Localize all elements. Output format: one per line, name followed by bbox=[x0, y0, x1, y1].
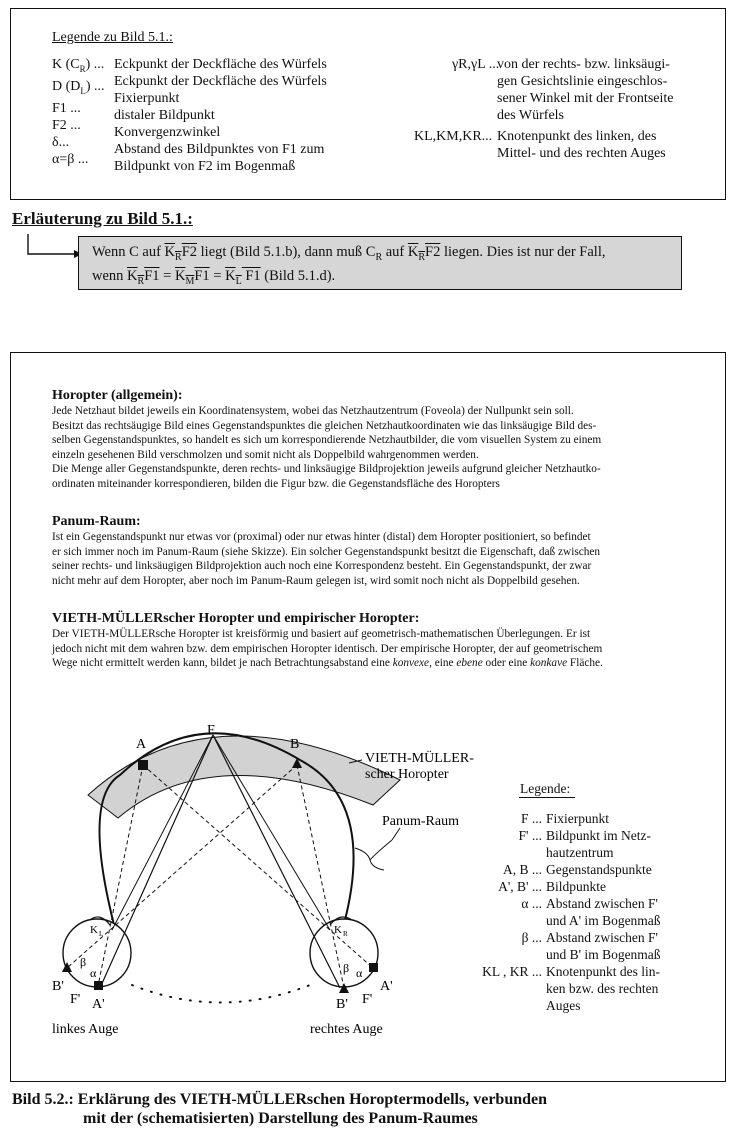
explanation-line-1: Wenn C auf $K_RF2$ liegt (Bild 5.1.b), dann muß $C_R$ auf $K_RF2$ liegen. Dies ist nur der Fall, bbox=[92, 244, 606, 263]
label-F-prime-right: F' bbox=[362, 992, 373, 1007]
label-B: B bbox=[290, 737, 300, 752]
label-A-prime-right: A' bbox=[380, 979, 393, 994]
section-heading: Horopter (allgemein): bbox=[52, 388, 183, 403]
label-A: A bbox=[136, 737, 147, 752]
legend2-row: F ... Fixierpunkt bbox=[520, 811, 609, 826]
legend2-row: A, B ... Gegenstandspunkte bbox=[502, 862, 652, 877]
label-KL-sub: L bbox=[99, 930, 104, 938]
legend2-title: Legende: bbox=[520, 781, 571, 796]
section-body: Der VIETH-MÜLLERsche Horopter ist kreisförmig und basiert auf geometrisch-mathematischen Überlegungen. Er ist jedoch nicht mit dem wahren bzw. dem empirischen Horopter identisch. Der empirische Horopter, der auf geometrischem Wege nicht ermittelt werden kann, bildet je nach Betrachtungsabstand eine konvexe, eine ebene oder eine konkave Fläche. bbox=[52, 628, 603, 669]
legend2-row: KL , KR ... Knotenpunkt des lin- ken bzw. des rechten Auges bbox=[482, 964, 660, 1013]
point-A bbox=[138, 760, 148, 770]
legend-left-values: Eckpunkt der Deckfläche des Würfels Eckpunkt der Deckfläche des Würfels Fixierpunkt distaler Bildpunkt Konvergenzwinkel Abstand des Bildpunktes von F1 zum Bildpunkt von F2 im Bogenmaß bbox=[114, 57, 327, 174]
label-B-prime-right: B' bbox=[336, 997, 348, 1012]
label-alpha-right: α bbox=[356, 966, 363, 980]
legend2-row: A', B' ... Bildpunkte bbox=[498, 879, 606, 894]
horopter-label-1: VIETH-MÜLLER- bbox=[365, 751, 474, 766]
section-heading: VIETH-MÜLLERscher Horopter und empirischer Horopter: bbox=[52, 611, 420, 626]
label-F-prime-left: F' bbox=[70, 992, 81, 1007]
panum-label: Panum-Raum bbox=[382, 814, 459, 829]
label-B-prime-left: B' bbox=[52, 979, 64, 994]
legend-k-key: KL,KM,KR... bbox=[414, 129, 493, 144]
legend-title: Legende zu Bild 5.1.: bbox=[52, 30, 173, 45]
legend-gamma-key: γR,γL ... bbox=[452, 57, 500, 72]
legend2-row: β ... Abstand zwischen F' und B' im Bogenmaß bbox=[521, 930, 661, 962]
figure-caption: Bild 5.2.: Erklärung des VIETH-MÜLLERschen Horoptermodells, verbunden mit der (schematisierten) Darstellung des Panum-Raumes bbox=[12, 1091, 548, 1127]
section-heading: Panum-Raum: bbox=[52, 514, 141, 529]
label-A-prime-left: A' bbox=[92, 997, 105, 1012]
section-body: Jede Netzhaut bildet jeweils ein Koordinatensystem, wobei das Netzhautzentrum (Foveola) der Nullpunkt sein soll. Besitzt das rechtsäugige Bild eines Gegenstandspunktes die gleichen Netzhautkoordinaten wie das linksäugige Bild des- selben Gegenstandspunktes, so handelt es sich um korrespondierende Netzhautbilder, die vom visuellen System zu einem einzeln gesehenen Bild verschmolzen und somit nicht als Doppelbild wahrgenommen werden. Die Menge aller Gegenstandspunkte, deren rechts- und linksäugige Bildprojektion jeweils aufgrund gleicher Netzhautko- ordinaten miteinander korrespondieren, bilden die Figur bzw. die Gegenstandsfläche des Horopters bbox=[52, 405, 602, 490]
legend2-list bbox=[440, 810, 676, 1014]
legend-k-text: Knotenpunkt des linken, des Mittel- und des rechten Auges bbox=[497, 129, 666, 161]
point-A-prime-right bbox=[369, 963, 378, 972]
legend2-row: α ... Abstand zwischen F' und A' im Bogenmaß bbox=[521, 896, 661, 928]
legend-gamma-text: von der rechts- bzw. linksäugi- gen Gesichtslinie eingeschlos- sener Winkel mit der Frontseite des Würfels bbox=[497, 57, 674, 123]
label-F: F bbox=[207, 723, 215, 738]
horopter-label-2: scher Horopter bbox=[365, 767, 449, 782]
label-KR-sub: R bbox=[343, 930, 348, 938]
section-body: Ist ein Gegenstandspunkt nur etwas vor (proximal) oder nur etwas hinter (distal) dem Horopter positioniert, so befindet er sich immer noch im Panum-Raum (siehe Skizze). Ein solcher Gegenstandspunkt besitzt die Eigenschaft, daß zwischen seiner rechts- und linksäugigen Bildprojektion auch noch eine Korrespondenz besteht. Ein Gegenstandspunkt, der zwar nicht mehr auf dem Horopter, aber noch im Panum-Raum gelegen ist, wird somit noch nicht als Doppelbild gesehen. bbox=[52, 531, 601, 587]
legend2-row: F' ... Bildpunkt im Netz- hautzentrum bbox=[518, 828, 651, 860]
left-eye-caption: linkes Auge bbox=[52, 1022, 119, 1037]
legend2-title-underline bbox=[519, 797, 575, 798]
explanation-title: Erläuterung zu Bild 5.1.: bbox=[12, 209, 193, 228]
label-KL: K bbox=[90, 924, 98, 936]
label-alpha-left: α bbox=[90, 966, 97, 980]
label-beta-right: β bbox=[343, 961, 350, 975]
explanation-line-2: wenn $K_RF1 = K_MF1 = K_L$ F1 (Bild 5.1.d). bbox=[92, 268, 336, 287]
label-beta-left: β bbox=[80, 955, 87, 969]
right-eye-caption: rechtes Auge bbox=[310, 1022, 383, 1037]
point-A-prime-left bbox=[94, 981, 103, 990]
panum-band bbox=[88, 736, 400, 818]
legend-left-keys: K $(C_R)$ ... D $(D_L)$ ... F1 ... F2 ... δ... α=β ... bbox=[52, 57, 105, 167]
label-KR: K bbox=[334, 924, 342, 936]
